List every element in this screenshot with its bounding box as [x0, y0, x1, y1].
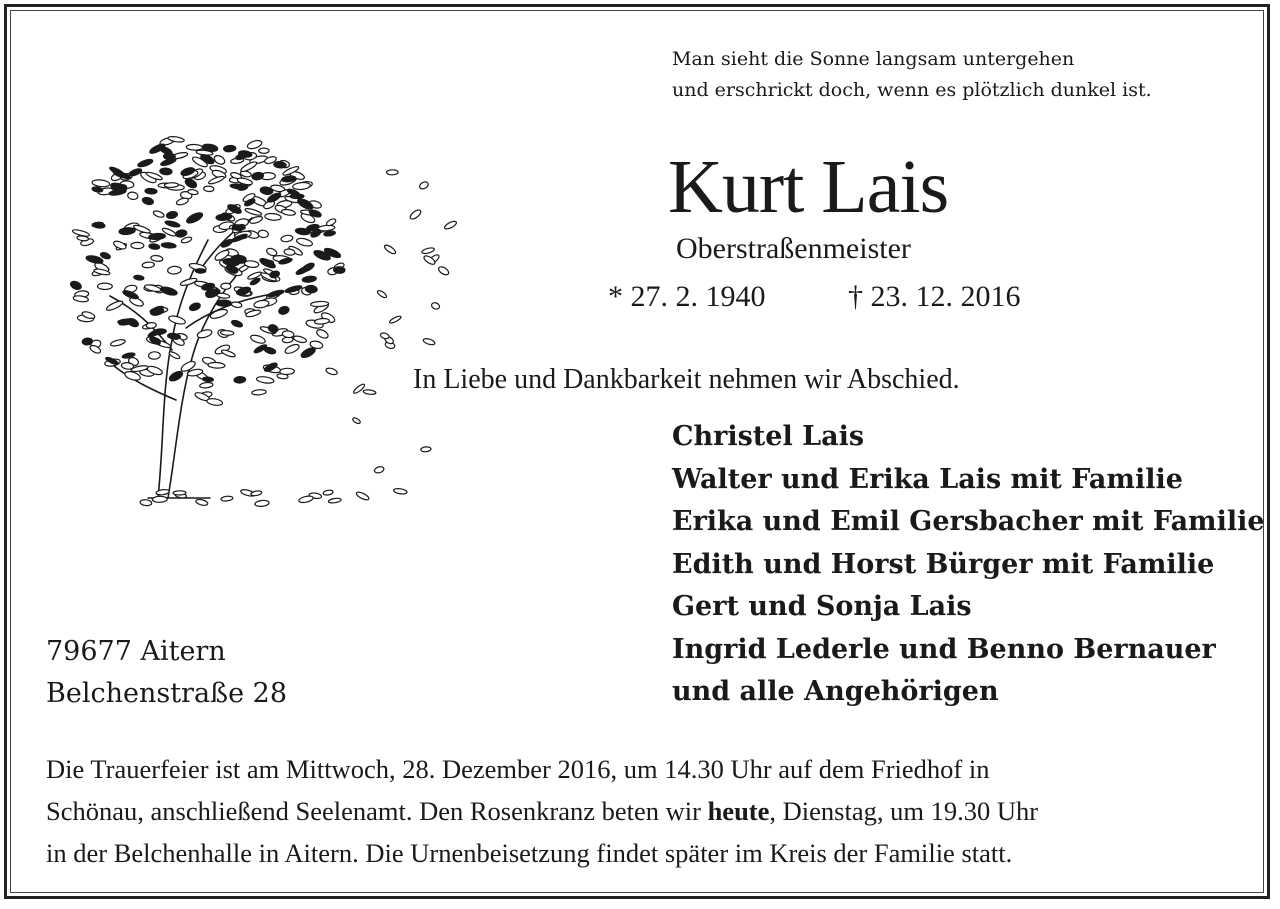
- address-street: Belchenstraße 28: [46, 678, 287, 709]
- notice-line-2: [46, 790, 1246, 832]
- leaf-shape: [363, 389, 376, 395]
- windblown-tree-icon: [40, 100, 470, 520]
- leaf-shape: [323, 489, 334, 495]
- leaf-shape: [279, 368, 294, 375]
- leaf-shape: [156, 489, 170, 496]
- motto-line-1: Man sieht die Sonne langsam untergehen: [672, 48, 1075, 70]
- leaf-shape: [173, 491, 186, 495]
- leaf-shape: [196, 328, 212, 339]
- leaf-shape: [105, 299, 123, 312]
- leaf-shape: [69, 280, 82, 291]
- leaf-shape: [252, 389, 267, 395]
- leaf-shape: [295, 264, 311, 276]
- leaf-shape: [328, 498, 341, 504]
- mourner-name: Edith und Horst Bürger mit Familie: [672, 548, 1215, 580]
- leaf-shape: [161, 242, 176, 248]
- leaf-shape: [393, 488, 407, 495]
- leaf-shape: [386, 170, 398, 175]
- leaf-shape: [145, 188, 157, 194]
- leaf-shape: [168, 350, 180, 359]
- leaf-shape: [167, 266, 181, 275]
- leaf-shape: [292, 182, 310, 190]
- leaf-shape: [168, 314, 186, 325]
- leaf-shape: [176, 197, 190, 206]
- leaf-shape: [444, 220, 458, 231]
- leaf-shape: [249, 215, 263, 225]
- leaf-shape: [133, 275, 144, 281]
- deceased-name: Kurt Lais: [668, 145, 949, 229]
- leaf-shape: [310, 301, 328, 307]
- leaf-shape: [232, 225, 244, 231]
- leaf-shape: [220, 238, 234, 249]
- leaf-shape: [208, 362, 225, 368]
- farewell-statement: In Liebe und Dankbarkeit nehmen wir Abschied.: [413, 364, 960, 395]
- leaf-shape: [234, 376, 246, 383]
- birth-date: * 27. 2. 1940: [608, 280, 766, 313]
- leaf-shape: [409, 208, 423, 220]
- leaf-shape: [220, 330, 234, 336]
- leaf-shape: [195, 269, 206, 274]
- leaf-shape: [315, 328, 329, 340]
- leaf-shape: [168, 369, 184, 383]
- leaf-shape: [376, 289, 387, 299]
- leaf-shape: [265, 213, 282, 221]
- leaf-shape: [431, 302, 441, 311]
- leaf-shape: [355, 491, 370, 502]
- family-address: [46, 631, 287, 715]
- leaf-shape: [113, 240, 128, 251]
- leaf-shape: [206, 398, 223, 407]
- leaf-shape: [148, 243, 160, 250]
- mourner-name: und alle Angehörigen: [672, 676, 999, 707]
- leaf-shape: [159, 285, 178, 296]
- leaf-shape: [127, 191, 138, 200]
- leaf-shape: [186, 144, 202, 150]
- leaf-shape: [175, 229, 187, 238]
- leaf-shape: [298, 495, 313, 504]
- motto-line-2: und erschrickt doch, wenn es plötzlich dunkel ist.: [672, 79, 1152, 101]
- leaf-shape: [164, 220, 180, 228]
- leaf-shape: [352, 417, 361, 425]
- leaf-shape: [142, 196, 155, 206]
- leaf-shape: [258, 230, 269, 238]
- leaf-shape: [166, 211, 178, 220]
- leaf-shape: [216, 300, 231, 306]
- leaf-shape: [380, 332, 390, 340]
- leaf-shape: [314, 318, 329, 325]
- leaf-shape: [231, 319, 244, 328]
- leaf-shape: [128, 167, 143, 177]
- death-date: † 23. 12. 2016: [848, 280, 1021, 313]
- leaf-shape: [159, 168, 172, 176]
- leaf-shape: [199, 382, 213, 389]
- leaf-shape: [302, 275, 317, 283]
- leaf-shape: [131, 242, 144, 248]
- mourner-name: Ingrid Lederle und Benno Bernauer: [672, 633, 1216, 665]
- leaf-shape: [266, 247, 278, 257]
- leaf-shape: [282, 330, 294, 338]
- leaf-shape: [423, 338, 436, 346]
- notice-line-1: Die Trauerfeier ist am Mittwoch, 28. Dezember 2016, um 14.30 Uhr auf dem Friedhof in: [46, 754, 990, 784]
- leaf-shape: [281, 209, 296, 217]
- notice-line-3: in der Belchenhalle in Aitern. Die Urnenbeisetzung findet später im Kreis der Familie statt.: [46, 838, 1013, 868]
- mourner-name: Erika und Emil Gersbacher mit Familie: [672, 506, 1265, 537]
- leaf-shape: [253, 299, 269, 308]
- leaf-shape: [150, 307, 165, 317]
- leaf-shape: [383, 244, 397, 256]
- leaf-shape: [93, 223, 105, 229]
- leaf-shape: [290, 194, 304, 199]
- leaf-shape: [213, 154, 226, 166]
- leaf-shape: [255, 500, 270, 507]
- leaf-shape: [119, 227, 136, 235]
- mourners-list: [672, 416, 1265, 714]
- leaf-shape: [146, 322, 156, 328]
- notice-line-2-start: Schönau, anschließend Seelenamt. Den Rosenkranz beten wir: [46, 796, 708, 826]
- leaf-shape: [421, 446, 432, 452]
- leaf-shape: [164, 183, 178, 188]
- leaf-shape: [223, 145, 236, 152]
- leaf-shape: [148, 351, 160, 359]
- deceased-title: Oberstraßenmeister: [676, 232, 911, 265]
- leaf-shape: [264, 346, 277, 355]
- leaf-shape: [374, 466, 385, 474]
- leaf-shape: [296, 237, 313, 247]
- leaf-shape: [82, 338, 93, 346]
- mourner-name: Christel Lais: [672, 421, 865, 452]
- motto-verse: [672, 44, 1152, 106]
- leaf-shape: [421, 247, 435, 255]
- leaf-shape: [153, 210, 165, 219]
- leaf-shape: [296, 197, 314, 212]
- mourner-name: Gert und Sonja Lais: [672, 591, 972, 622]
- leaf-shape: [437, 265, 450, 276]
- leaf-shape: [280, 234, 293, 242]
- leaf-shape: [195, 498, 208, 506]
- leaf-shape: [250, 334, 267, 345]
- leaf-shape: [185, 211, 204, 226]
- leaf-shape: [300, 346, 317, 360]
- leaf-shape: [148, 142, 166, 155]
- leaf-shape: [278, 305, 290, 315]
- leaf-shape: [259, 148, 269, 153]
- leaf-shape: [140, 499, 152, 506]
- leaf-shape: [221, 283, 231, 289]
- leaf-shape: [293, 335, 307, 344]
- leaf-shape: [284, 343, 300, 356]
- leaf-shape: [389, 315, 402, 324]
- leaf-shape: [333, 266, 345, 273]
- notice-line-2-end: , Dienstag, um 19.30 Uhr: [769, 796, 1039, 826]
- leaf-shape: [151, 255, 164, 262]
- leaf-shape: [235, 153, 247, 161]
- leaf-shape: [244, 207, 262, 216]
- leaf-shape: [325, 367, 338, 376]
- leaf-shape: [110, 338, 126, 347]
- leaf-shape: [152, 496, 167, 502]
- funeral-notice: [46, 748, 1246, 874]
- leaf-shape: [418, 181, 429, 191]
- leaf-shape: [98, 283, 113, 289]
- leaf-shape: [137, 158, 154, 168]
- notice-emphasis: heute: [707, 796, 770, 826]
- leaf-shape: [325, 218, 336, 227]
- leaf-shape: [202, 377, 213, 382]
- leaf-shape: [221, 496, 233, 502]
- leaf-shape: [142, 262, 155, 269]
- mourner-name: Walter und Erika Lais mit Familie: [672, 463, 1183, 495]
- address-city: 79677 Aitern: [46, 636, 226, 667]
- leaf-shape: [188, 302, 201, 313]
- leaf-shape: [204, 186, 214, 192]
- leaf-shape: [92, 179, 110, 187]
- leaf-shape: [256, 376, 274, 384]
